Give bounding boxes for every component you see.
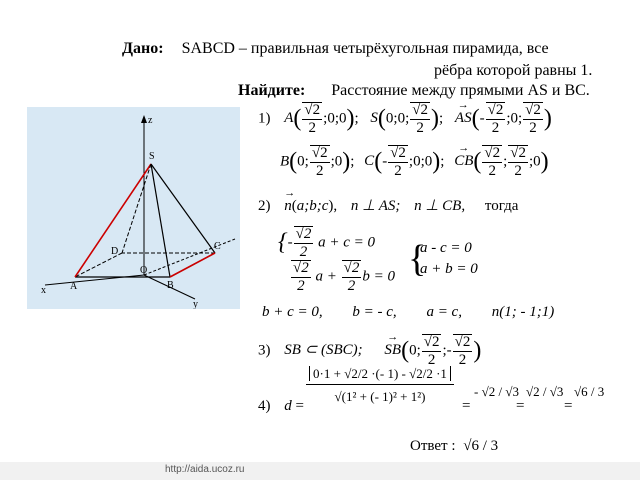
cb-y-den: 2 [514,163,522,179]
sb-z-num: √2 [454,334,471,350]
answer-label: Ответ : [410,438,456,454]
step1-number: 1) [258,110,271,127]
cb-x-num: √2 [484,145,501,161]
eq-sign-3: = [564,398,573,414]
given-label: Дано: [122,40,164,57]
edge-sb [151,164,170,277]
then-word: тогда [484,198,519,214]
cb-x-den: 2 [488,163,496,179]
eq2-den2: 2 [347,278,356,294]
label-y: y [193,299,198,309]
as-z-den: 2 [529,120,537,136]
eq-sign-2: = [516,398,525,414]
result-3: a = c, [426,304,462,320]
c-yz: ;0;0 [408,153,433,170]
step2-number: 2) [258,198,271,214]
find-section [238,82,590,100]
a-x-num: √2 [304,102,321,118]
edge-as [75,164,151,277]
step4-numerator: 0·1 + √2/2 ·(- 1) - √2/2 ·1 [309,366,451,381]
step3-number: 3) [258,342,271,359]
point-b: B [280,153,290,170]
n-perp-as: n ⊥ AS; [350,198,401,214]
c-axis [144,239,235,275]
eq1-den: 2 [299,244,308,260]
point-c: C [364,153,375,170]
eq2-num1: √2 [293,260,309,276]
line-sb-in-plane: SB ⊂ (SBC); [284,342,363,359]
z-axis-arrow [141,115,147,123]
sb-z-den: 2 [458,352,467,368]
eq1-rhs: c = 0 [343,234,375,251]
step4-fraction [306,366,454,405]
vector-as: → AS [455,110,472,127]
n-perp-cb: n ⊥ CB, [414,198,466,214]
footer-url: http://aida.ucoz.ru [165,464,245,475]
step4-eq2: √2 / √3 [526,384,564,399]
point-a: A [284,110,294,127]
step4-number-wrap: 4) d = [258,398,304,414]
system-eq2: $\frac{√2}{2}$ a + $\frac{√2}{2}$ b = 0 [293,260,395,294]
system-eq1: {- $\frac{√2}{2}$ a + c = 0 [278,226,375,260]
eq1-num: √2 [295,226,312,242]
step4-numerator-wrap [306,366,454,385]
system-right [420,240,478,278]
find-label: Найдите: [238,82,306,99]
system-right-brace: { [408,238,427,280]
given-text-continued: рёбра которой равны 1. [434,62,593,79]
as-z-num: √2 [525,102,541,118]
sb-y-den: 2 [427,352,436,368]
b-x: 0; [297,153,309,170]
label-a: A [70,281,78,292]
label-o: O [140,265,148,276]
vector-cb: → CB [454,153,473,170]
c-minus: - [382,153,388,170]
edge-sd [122,164,151,253]
given-section [122,40,549,58]
as-x-den: 2 [491,120,500,136]
s-z-num: √2 [412,102,428,118]
answer-row [410,438,498,455]
b-y-num: √2 [311,145,328,161]
system-left [278,226,395,294]
edge-sc [151,164,215,253]
pyramid-figure [27,107,240,309]
step1-row2: B(0; $\frac{√2}{2}$ ;0); C(- $\frac{√2}{2}$ ;0;0); → CB( $\frac{√2}{2}$ ; $\frac{√2}{2}$ ;0) [280,145,549,179]
label-c: C [214,241,221,252]
c-x-den: 2 [394,163,402,179]
step4-eq3: √6 / 3 [574,384,605,399]
n-components: a;b;c [296,198,329,214]
result-1: b + c = 0, [262,304,323,320]
eq-sign-1: = [462,398,471,414]
system-right-eq1: a - c = 0 [420,240,472,256]
step4-eq1: - √2 / √3 [474,384,519,399]
answer-value: √6 / 3 [463,438,499,454]
point-s: S [370,110,378,127]
eq2-rhs: b = 0 [362,268,395,285]
as-x-num: √2 [487,102,504,118]
a-x-den: 2 [308,120,317,136]
s-xy: 0;0; [385,110,410,127]
step2-row: 2) → n(a;b;c), n ⊥ AS; n ⊥ CB, тогда [258,196,518,215]
as-minus: - [479,110,485,127]
b-z: ;0 [330,153,343,170]
s-z-den: 2 [416,120,424,136]
distance-d: d [284,398,292,414]
sep-4: ; [440,153,445,170]
pyramid-diagram [27,107,240,309]
label-x: x [41,285,46,296]
sep-3: ; [350,153,355,170]
step3-row: 3) SB ⊂ (SBC); → SB(0; $\frac{√2}{2}$ ;- $\frac{√2}{2}$ ) [258,334,481,368]
system-right-eq2: a + b = 0 [420,261,478,277]
sep-2: ; [439,110,444,127]
cb-y-num: √2 [510,145,526,161]
edge-bc-highlight [170,253,215,277]
b-y-den: 2 [315,163,324,179]
sb-y-num: √2 [423,334,440,350]
vector-n: → n [284,198,292,215]
find-text: Расстояние между прямыми AS и BC. [331,82,590,99]
vector-sb: → SB [384,342,401,359]
sep-1: ; [354,110,359,127]
label-d: D [111,246,119,257]
label-b: B [167,280,174,291]
eq2-den1: 2 [297,278,305,294]
step4-number: 4) [258,398,271,414]
cb-z: ;0 [529,153,541,170]
result-2: b = - c, [352,304,397,320]
label-z: z [148,115,153,126]
label-s: S [149,151,155,162]
given-text: SABCD – правильная четырёхугольная пирамида, все [181,40,549,57]
result-n: n(1; - 1;1) [491,304,555,320]
c-x-num: √2 [390,145,406,161]
step4-denominator: √(1² + (- 1)² + 1²) [334,389,426,404]
footer-bar [0,462,640,480]
step2-result [262,304,554,321]
a-yz: ;0;0 [323,110,347,127]
eq2-num2: √2 [343,260,360,276]
step1-row1: 1) A( $\frac{√2}{2}$ ;0;0); S(0;0; $\frac{√2}{2}$ ); → AS(- $\frac{√2}{2}$ ;0; $\frac{√2}{2}$ ) [258,102,552,136]
